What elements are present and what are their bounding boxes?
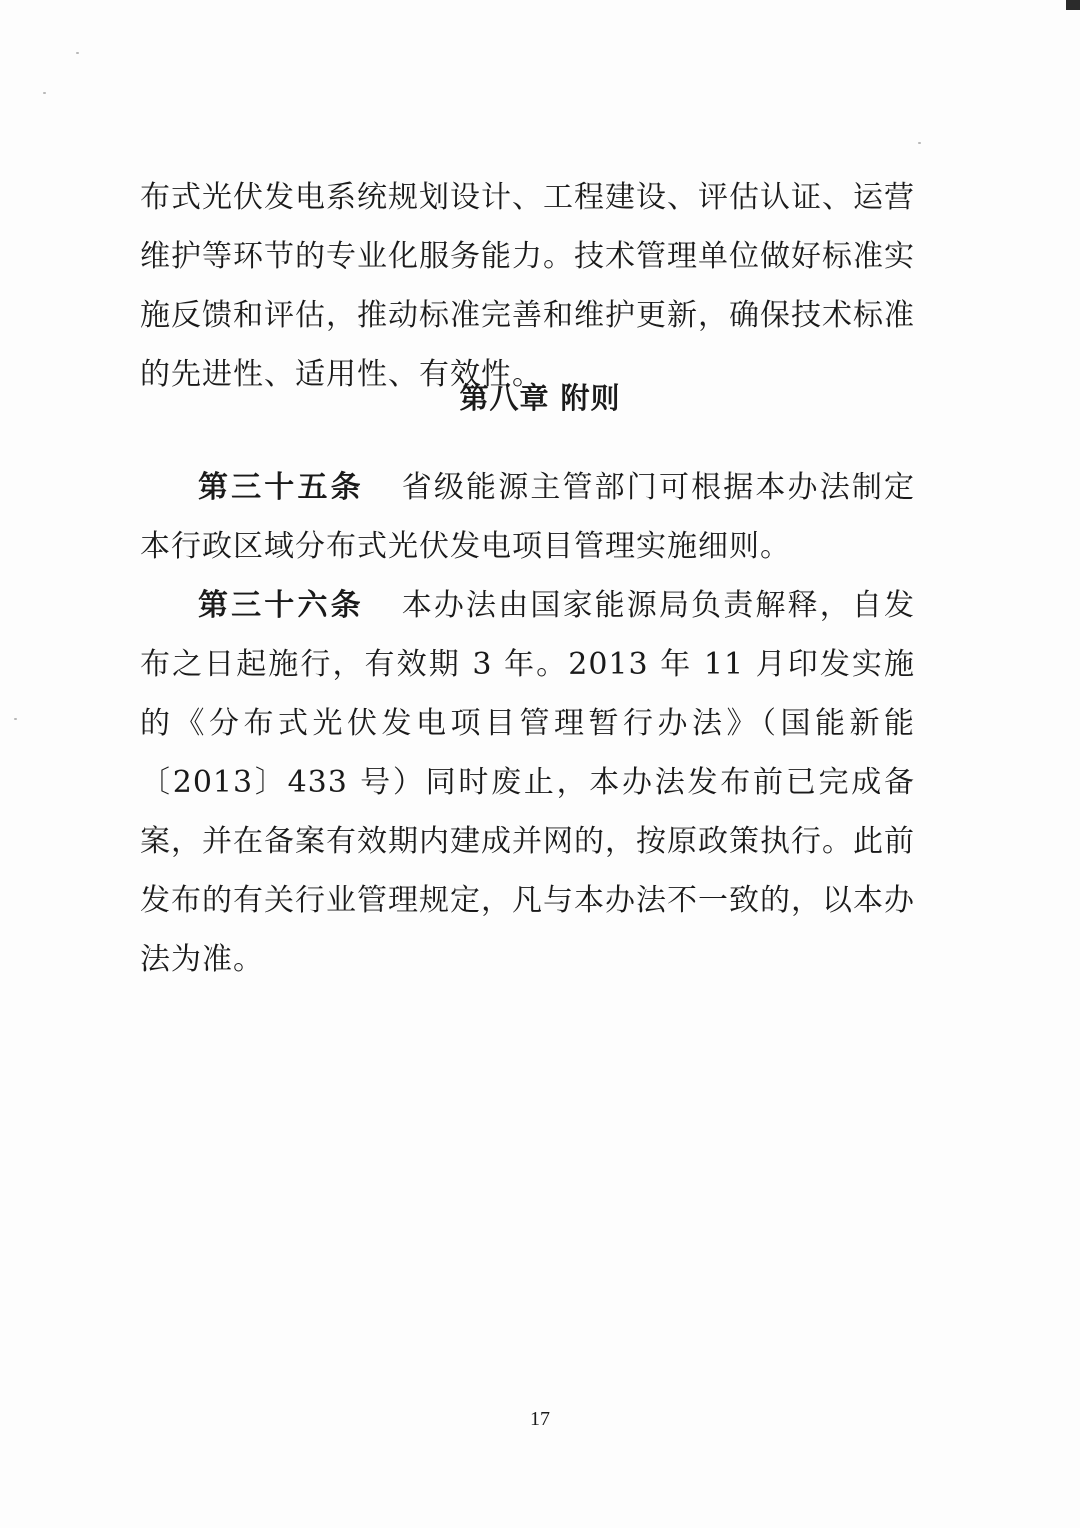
chapter-title: 第八章 附则 [459, 381, 621, 415]
article-35-label: 第三十五条 [198, 470, 364, 505]
scan-speck [76, 52, 79, 54]
article-36-text: 本办法由国家能源局负责解释，自发布之日起施行，有效期 3 年。2013 年 11 月印发实施的《分布式光伏发电项目管理暂行办法》（国能新能〔2013〕433 号）同时废止，本办法发布前已完成备案，并在备案有效期内建成并网的，按原政策执行。此前发布的有关行业管理规定，凡与本办法不一致的，以本办法为准。 [140, 588, 915, 977]
page-number: 17 [530, 1408, 550, 1430]
article-35-text: 省级能源主管部门可根据本办法制定本行政区域分布式光伏发电项目管理实施细则。 [140, 470, 915, 564]
article-36 [140, 576, 915, 989]
article-35 [140, 458, 915, 576]
scan-speck [14, 718, 17, 720]
scan-edge-mark [1066, 0, 1080, 10]
scan-speck [918, 142, 921, 144]
article-36-label: 第三十六条 [198, 588, 364, 623]
continuation-paragraph: 布式光伏发电系统规划设计、工程建设、评估认证、运营维护等环节的专业化服务能力。技术管理单位做好标准实施反馈和评估，推动标准完善和维护更新，确保技术标准的先进性、适用性、有效性。 [140, 180, 915, 392]
scan-speck [43, 92, 46, 94]
